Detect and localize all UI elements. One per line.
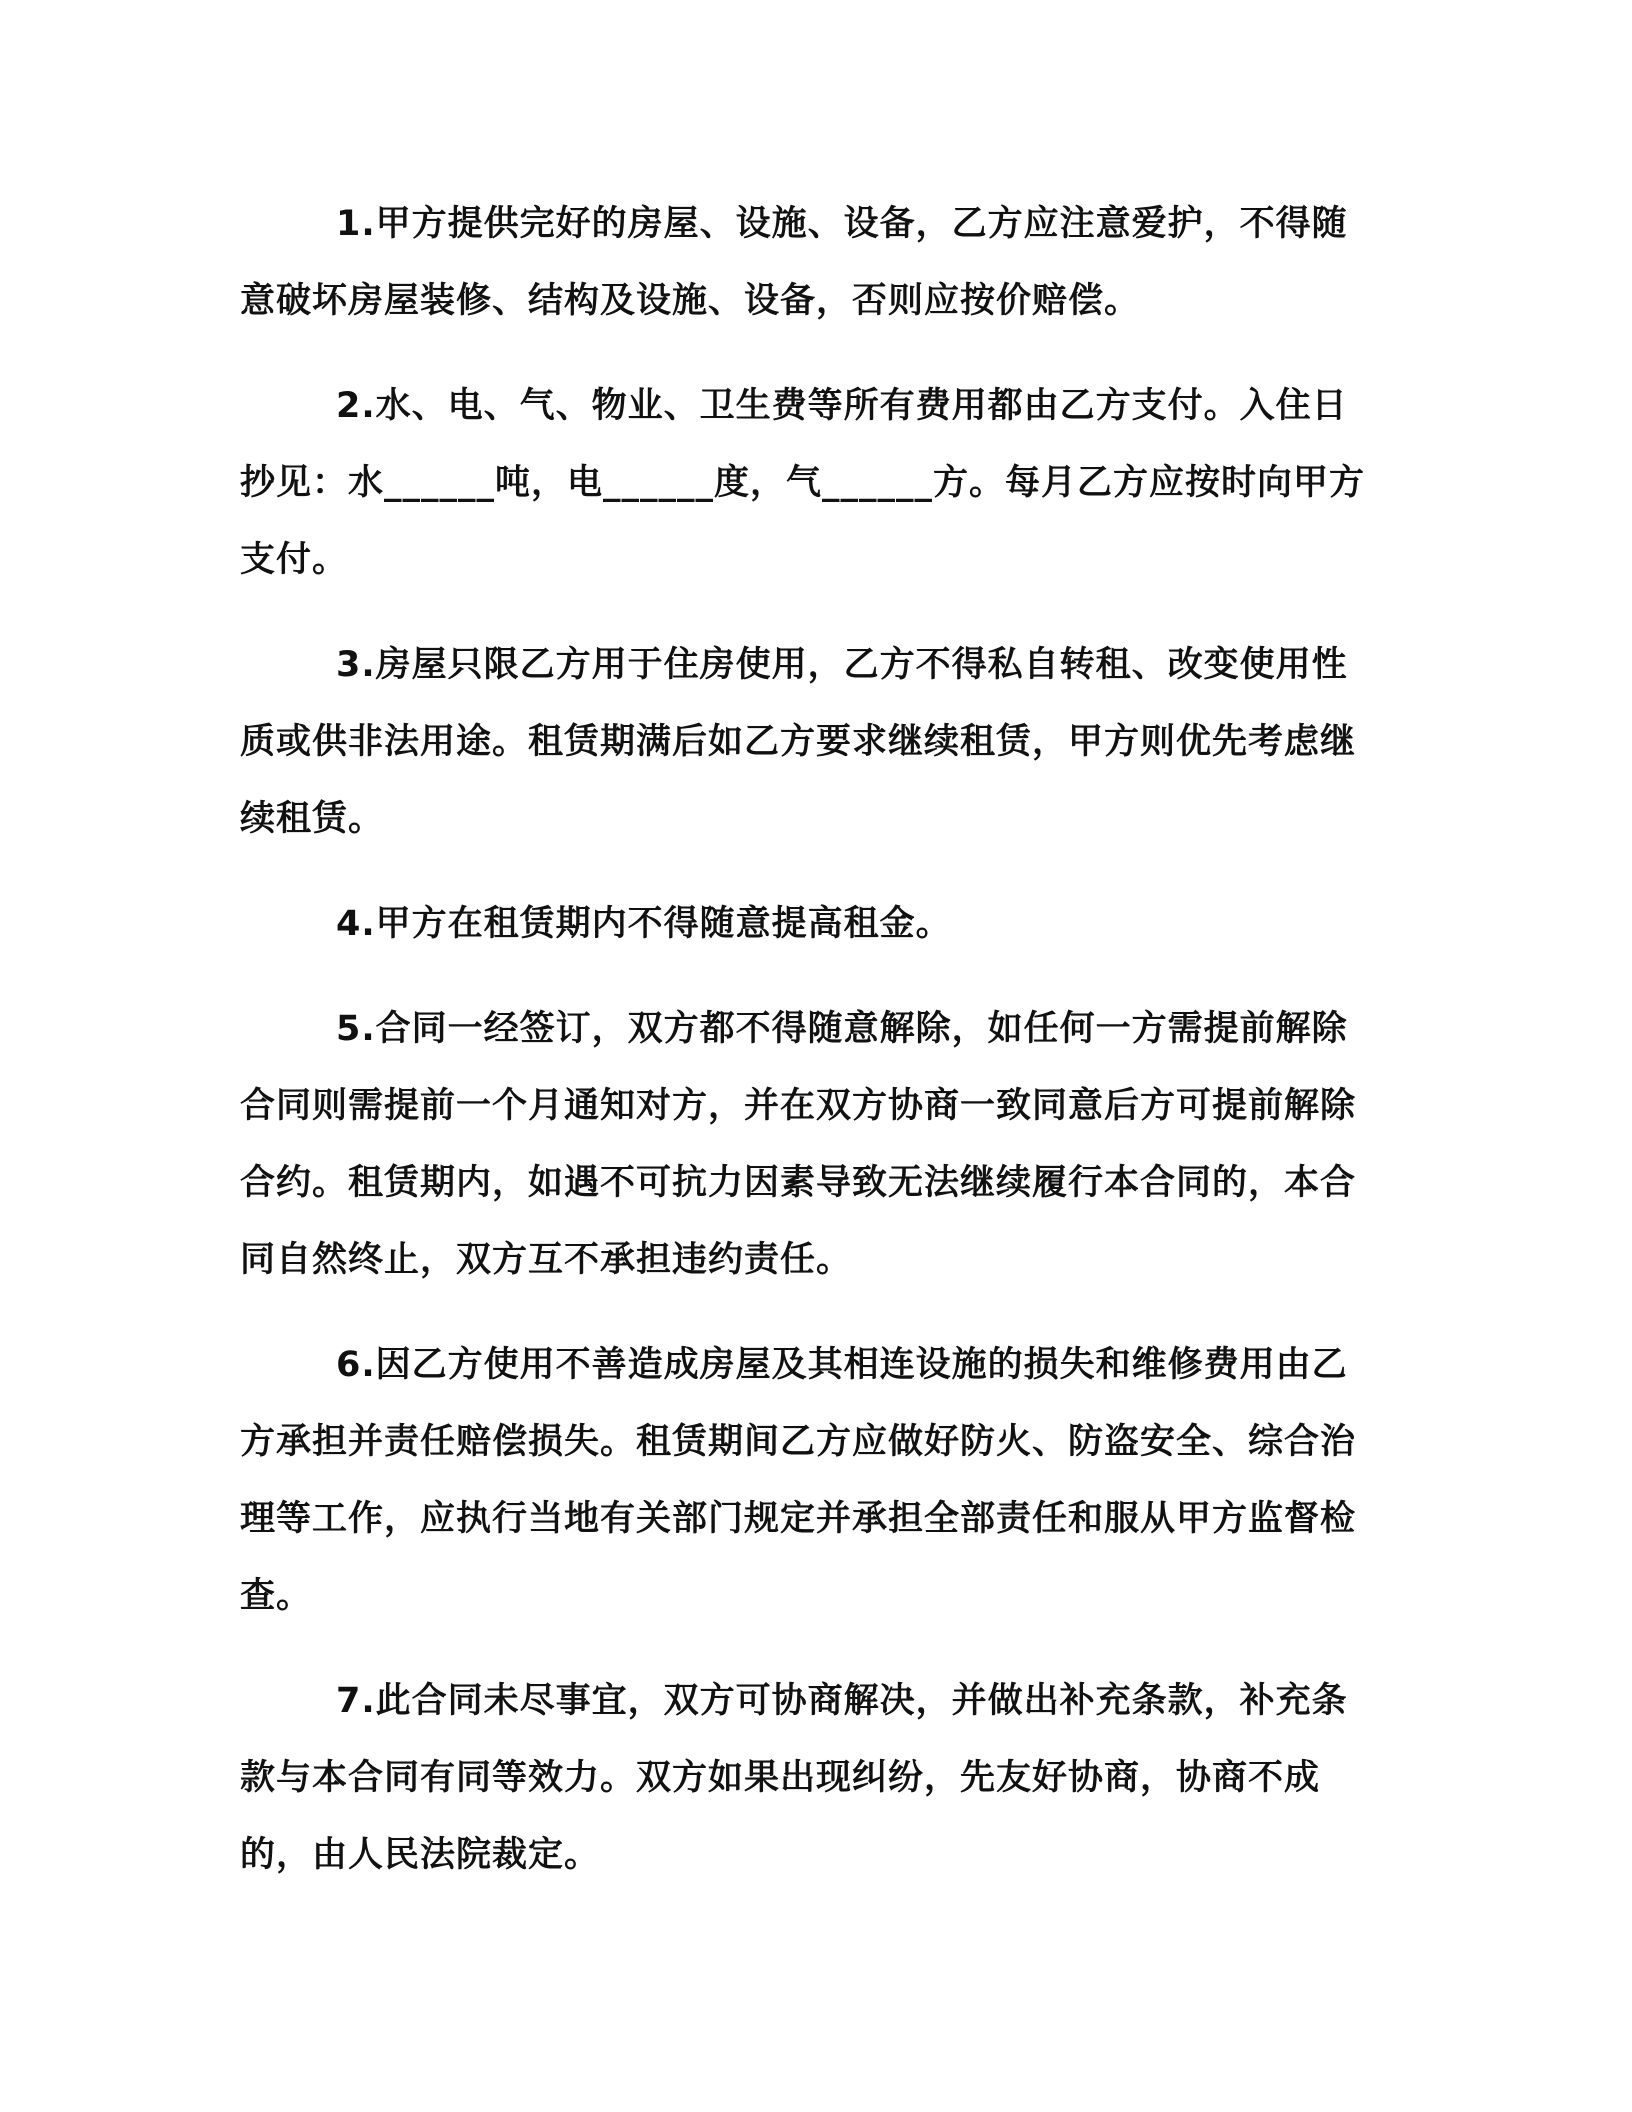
clause-6: 6.因乙方使用不善造成房屋及其相连设施的损失和维修费用由乙方承担并责任赔偿损失。租赁期间乙方应做好防火、防盗安全、综合治理等工作，应执行当地有关部门规定并承担全部责任和服从甲方监督检查。 xyxy=(240,1345,1357,1616)
clause-4: 4.甲方在租赁期内不得随意提高租金。 xyxy=(336,904,952,944)
clause-3: 3.房屋只限乙方用于住房使用，乙方不得私自转租、改变使用性质或供非法用途。租赁期满后如乙方要求继续租赁，甲方则优先考虑继续租赁。 xyxy=(240,645,1357,839)
clause-1: 1.甲方提供完好的房屋、设施、设备，乙方应注意爱护，不得随意破坏房屋装修、结构及设施、设备，否则应按价赔偿。 xyxy=(240,204,1348,321)
clause-7: 7.此合同未尽事宜，双方可协商解决，并做出补充条款，补充条款与本合同有同等效力。双方如果出现纠纷，先友好协商，协商不成的，由人民法院裁定。 xyxy=(240,1681,1348,1875)
contract-body xyxy=(240,186,1380,1922)
clause-5: 5.合同一经签订，双方都不得随意解除，如任何一方需提前解除合同则需提前一个月通知对方，并在双方协商一致同意后方可提前解除合约。租赁期内，如遇不可抗力因素导致无法继续履行本合同的，本合同自然终止，双方互不承担违约责任。 xyxy=(240,1009,1357,1280)
clause-2: 2.水、电、气、物业、卫生费等所有费用都由乙方支付。入住日抄见：水______吨，电______度，气______方。每月乙方应按时向甲方支付。 xyxy=(240,386,1366,580)
